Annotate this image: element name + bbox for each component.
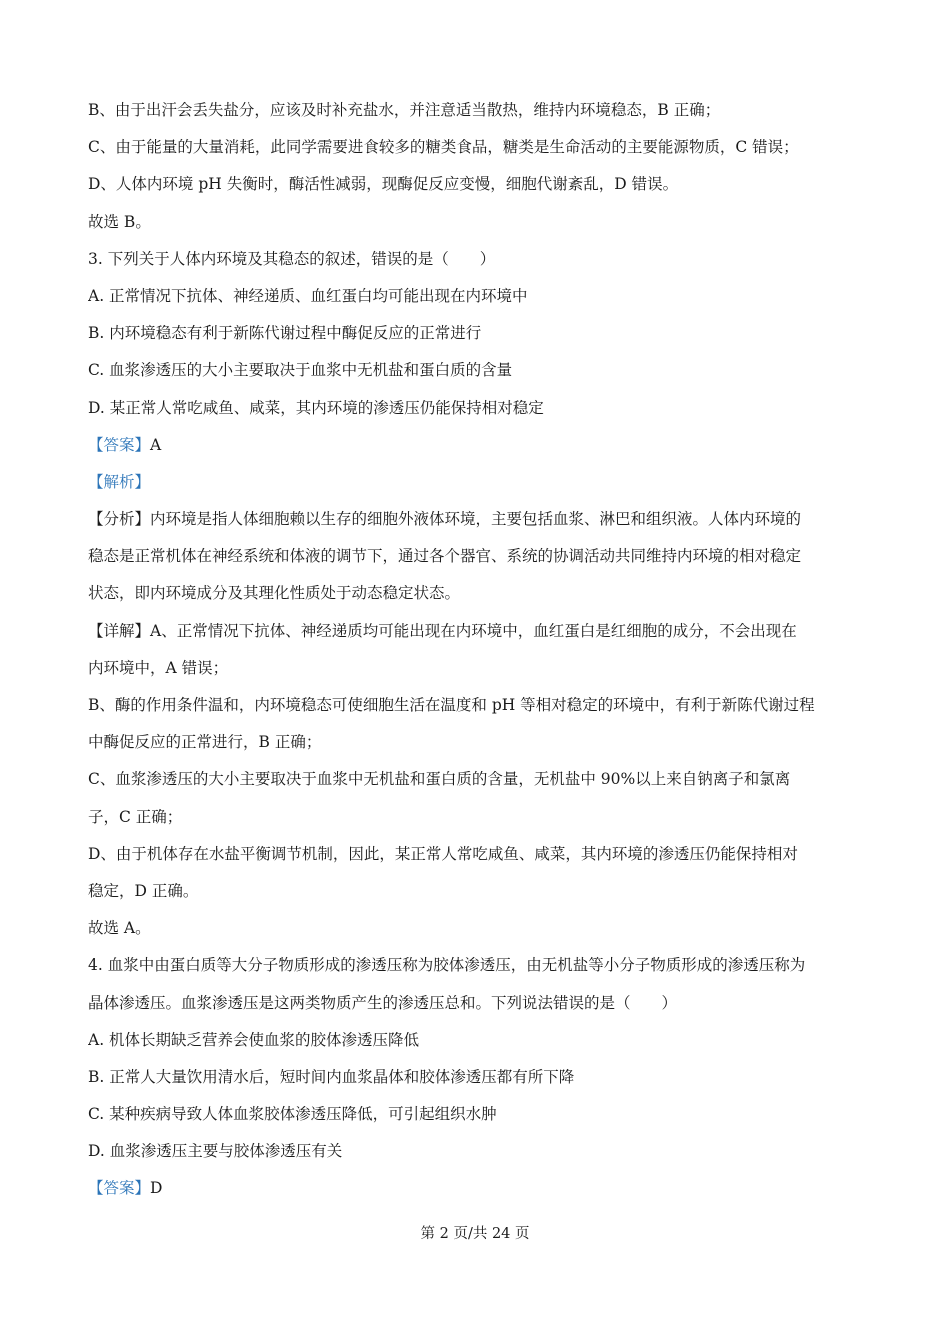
question-4-option-d: D. 血浆渗透压主要与胶体渗透压有关	[88, 1142, 343, 1161]
question-3-answer	[88, 427, 878, 464]
xiangjie-line: 子，C 正确；	[88, 807, 183, 826]
question-3-stem: 3. 下列关于人体内环境及其稳态的叙述，错误的是（ ）	[88, 249, 496, 268]
fenxi-line: 状态，即内环境成分及其理化性质处于动态稳定状态。	[88, 584, 461, 603]
document-page	[88, 92, 878, 1208]
answer-value: D	[150, 1179, 163, 1198]
question-4-option-a: A. 机体长期缺乏营养会使血浆的胶体渗透压降低	[88, 1030, 420, 1049]
question-4-option-c: C. 某种疾病导致人体血浆胶体渗透压降低，可引起组织水肿	[88, 1105, 497, 1124]
text-line: D、人体内环境 pH 失衡时，酶活性减弱，现酶促反应变慢，细胞代谢紊乱，D 错误。	[88, 175, 679, 194]
xiangjie-line	[88, 613, 878, 650]
text-line: C、由于能量的大量消耗，此同学需要进食较多的糖类食品，糖类是生命活动的主要能源物质，C 错误；	[88, 138, 799, 157]
xiangjie-line: 故选 A。	[88, 919, 151, 938]
fenxi-line: 稳态是正常机体在神经系统和体液的调节下，通过各个器官、系统的协调活动共同维持内环境的相对稳定	[88, 547, 802, 566]
xiangjie-line: 中酶促反应的正常进行，B 正确；	[88, 733, 322, 752]
answer-value: A	[150, 435, 162, 454]
xiangjie-line: C、血浆渗透压的大小主要取决于血浆中无机盐和蛋白质的含量，无机盐中 90%以上来自钠离子和氯离	[88, 770, 791, 789]
text-line: B、由于出汗会丢失盐分，应该及时补充盐水，并注意适当散热，维持内环境稳态，B 正确；	[88, 101, 721, 119]
page-footer: 第 2 页/共 24 页	[420, 1226, 530, 1242]
analysis-tag: 【解析】	[88, 472, 151, 491]
fenxi-text: 内环境是指人体细胞赖以生存的细胞外液体环境，主要包括血浆、淋巴和组织液。人体内环境的	[150, 510, 802, 529]
question-3-option-a: A. 正常情况下抗体、神经递质、血红蛋白均可能出现在内环境中	[88, 286, 528, 305]
question-4-option-b: B. 正常人大量饮用清水后，短时间内血浆晶体和胶体渗透压都有所下降	[88, 1067, 575, 1086]
answer-tag: 【答案】	[88, 435, 151, 454]
xiangjie-line: D、由于机体存在水盐平衡调节机制，因此，某正常人常吃咸鱼、咸菜，其内环境的渗透压仍能保持相对	[88, 844, 798, 863]
question-3-option-b: B. 内环境稳态有利于新陈代谢过程中酶促反应的正常进行	[88, 324, 482, 343]
fenxi-tag: 【分析】	[88, 510, 151, 529]
question-4-stem: 4. 血浆中由蛋白质等大分子物质形成的渗透压称为胶体渗透压，由无机盐等小分子物质形成的渗透压称为	[88, 956, 806, 975]
xiangjie-text: A、正常情况下抗体、神经递质均可能出现在内环境中，血红蛋白是红细胞的成分，不会出现在	[150, 621, 797, 640]
answer-tag: 【答案】	[88, 1179, 151, 1198]
fenxi-line	[88, 501, 878, 538]
question-3-option-d: D. 某正常人常吃咸鱼、咸菜，其内环境的渗透压仍能保持相对稳定	[88, 398, 544, 417]
question-4-answer	[88, 1170, 878, 1207]
xiangjie-line: 内环境中，A 错误；	[88, 658, 229, 677]
question-3-option-c: C. 血浆渗透压的大小主要取决于血浆中无机盐和蛋白质的含量	[88, 361, 513, 380]
xiangjie-line: B、酶的作用条件温和，内环境稳态可使细胞生活在温度和 pH 等相对稳定的环境中，有利于新陈代谢过程	[88, 696, 815, 714]
xiangjie-line: 稳定，D 正确。	[88, 881, 199, 900]
text-line: 故选 B。	[88, 212, 151, 231]
question-3-analysis	[88, 464, 878, 501]
question-4-stem: 晶体渗透压。血浆渗透压是这两类物质产生的渗透压总和。下列说法错误的是（ ）	[88, 993, 678, 1012]
xiangjie-tag: 【详解】	[88, 621, 151, 640]
